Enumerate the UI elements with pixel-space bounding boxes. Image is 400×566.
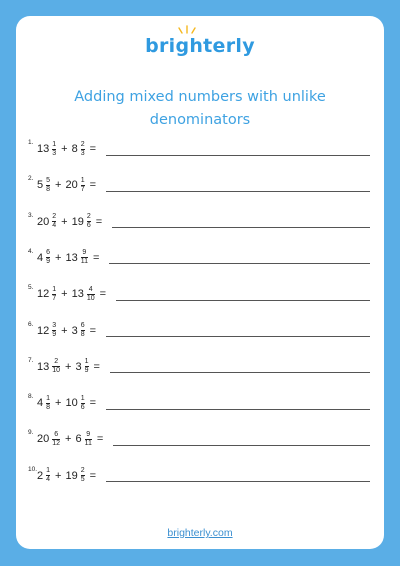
mixed-number bbox=[37, 286, 57, 303]
numerator: 1 bbox=[84, 358, 89, 366]
problem-row bbox=[28, 209, 372, 235]
mixed-number bbox=[37, 431, 61, 448]
whole-part: 12 bbox=[37, 288, 50, 301]
answer-line[interactable] bbox=[113, 433, 370, 446]
fraction bbox=[52, 322, 56, 339]
denominator: 4 bbox=[46, 476, 51, 484]
fraction bbox=[81, 141, 85, 158]
problem-number: 7. bbox=[28, 356, 34, 364]
numerator: 1 bbox=[52, 285, 57, 293]
equals-sign: = bbox=[89, 324, 97, 337]
problem-row bbox=[28, 390, 372, 416]
problem-row bbox=[28, 172, 372, 198]
fraction bbox=[87, 213, 91, 230]
problem-row bbox=[28, 463, 372, 489]
numerator: 1 bbox=[52, 140, 57, 148]
mixed-number bbox=[37, 322, 57, 339]
whole-part: 2 bbox=[37, 469, 44, 482]
problem-row bbox=[28, 426, 372, 452]
problem-row bbox=[28, 136, 372, 162]
denominator: 11 bbox=[84, 439, 92, 447]
numerator: 1 bbox=[80, 394, 85, 402]
equals-sign: = bbox=[96, 433, 104, 446]
whole-part: 12 bbox=[37, 324, 50, 337]
mixed-number bbox=[37, 395, 51, 412]
plus-sign: + bbox=[61, 143, 68, 155]
whole-part: 4 bbox=[37, 251, 44, 264]
whole-part: 8 bbox=[71, 143, 78, 155]
denominator: 10 bbox=[86, 294, 95, 302]
problem-number: 1. bbox=[28, 139, 34, 146]
denominator: 5 bbox=[80, 476, 85, 484]
plus-sign: + bbox=[55, 251, 62, 264]
denominator: 12 bbox=[52, 439, 61, 447]
fraction bbox=[52, 358, 60, 375]
fraction bbox=[87, 286, 95, 303]
answer-line[interactable] bbox=[106, 179, 370, 192]
equals-sign: = bbox=[89, 469, 97, 482]
denominator: 7 bbox=[52, 294, 57, 302]
mixed-number bbox=[72, 286, 96, 303]
fraction bbox=[81, 467, 85, 484]
fraction bbox=[52, 141, 56, 158]
answer-line[interactable] bbox=[106, 469, 370, 482]
plus-sign: + bbox=[61, 324, 68, 337]
sun-icon bbox=[176, 24, 198, 34]
plus-sign: + bbox=[61, 288, 68, 301]
numerator: 5 bbox=[46, 176, 51, 184]
problem-number: 5. bbox=[28, 284, 34, 292]
numerator: 1 bbox=[80, 176, 85, 184]
expression bbox=[37, 322, 100, 339]
numerator: 6 bbox=[54, 430, 59, 438]
plus-sign: + bbox=[55, 397, 62, 410]
denominator: 8 bbox=[46, 403, 51, 411]
problem-row bbox=[28, 245, 372, 271]
whole-part: 20 bbox=[37, 215, 50, 228]
numerator: 2 bbox=[86, 213, 91, 221]
numerator: 9 bbox=[86, 430, 91, 438]
problem-row bbox=[28, 318, 372, 344]
expression bbox=[37, 286, 110, 303]
denominator: 4 bbox=[52, 222, 57, 230]
numerator: 3 bbox=[52, 322, 57, 329]
expression bbox=[37, 177, 100, 194]
equals-sign: = bbox=[99, 288, 107, 301]
fraction bbox=[46, 177, 50, 194]
whole-part: 20 bbox=[37, 433, 50, 446]
denominator: 8 bbox=[80, 331, 85, 338]
problem-number: 9. bbox=[28, 429, 34, 437]
mixed-number bbox=[75, 431, 92, 448]
whole-part: 13 bbox=[71, 288, 84, 301]
fraction bbox=[52, 431, 60, 448]
denominator: 9 bbox=[84, 367, 89, 375]
mixed-number bbox=[37, 249, 51, 266]
answer-line[interactable] bbox=[110, 360, 370, 373]
fraction bbox=[85, 358, 89, 375]
equals-sign: = bbox=[95, 215, 103, 228]
problem-row bbox=[28, 354, 372, 380]
fraction bbox=[85, 431, 92, 448]
brand-logo: brighterly bbox=[145, 35, 255, 57]
worksheet-card bbox=[16, 16, 384, 549]
whole-part: 4 bbox=[37, 397, 44, 410]
whole-part: 13 bbox=[37, 360, 50, 373]
mixed-number bbox=[75, 358, 89, 375]
plus-sign: + bbox=[65, 433, 72, 446]
mixed-number bbox=[37, 177, 51, 194]
denominator: 11 bbox=[80, 258, 88, 266]
mixed-number bbox=[65, 177, 85, 194]
plus-sign: + bbox=[55, 179, 62, 192]
mixed-number bbox=[37, 213, 57, 230]
numerator: 2 bbox=[52, 213, 57, 221]
answer-line[interactable] bbox=[106, 143, 370, 156]
whole-part: 19 bbox=[71, 215, 84, 228]
equals-sign: = bbox=[89, 143, 97, 155]
fraction bbox=[81, 249, 88, 266]
mixed-number bbox=[37, 358, 61, 375]
answer-line[interactable] bbox=[112, 215, 370, 228]
equals-sign: = bbox=[89, 397, 97, 410]
whole-part: 13 bbox=[37, 143, 50, 155]
denominator: 6 bbox=[80, 403, 85, 411]
fraction bbox=[46, 395, 50, 412]
expression bbox=[37, 431, 107, 448]
whole-part: 20 bbox=[65, 179, 78, 192]
plus-sign: + bbox=[55, 469, 62, 482]
equals-sign: = bbox=[93, 360, 100, 373]
numerator: 2 bbox=[80, 140, 85, 148]
expression bbox=[37, 358, 104, 375]
fraction bbox=[46, 249, 50, 266]
mixed-number bbox=[65, 395, 85, 412]
whole-part: 19 bbox=[65, 469, 78, 482]
plus-sign: + bbox=[65, 360, 72, 373]
expression bbox=[37, 213, 106, 230]
problem-number: 3. bbox=[28, 211, 34, 219]
worksheet-title: Adding mixed numbers with unlike denominators bbox=[74, 89, 326, 128]
numerator: 4 bbox=[88, 285, 93, 293]
expression bbox=[37, 395, 100, 412]
numerator: 1 bbox=[46, 467, 51, 475]
denominator: 6 bbox=[86, 222, 91, 230]
answer-line[interactable] bbox=[106, 397, 370, 410]
mixed-number bbox=[72, 141, 86, 158]
mixed-number bbox=[72, 213, 92, 230]
denominator: 3 bbox=[80, 149, 85, 157]
fraction bbox=[81, 395, 85, 412]
problem-number: 2. bbox=[28, 175, 34, 183]
expression bbox=[37, 249, 103, 266]
mixed-number bbox=[37, 467, 51, 484]
answer-line[interactable] bbox=[109, 251, 370, 264]
fraction bbox=[52, 213, 56, 230]
answer-line[interactable] bbox=[106, 324, 370, 337]
numerator: 9 bbox=[82, 249, 87, 257]
numerator: 1 bbox=[46, 394, 51, 402]
numerator: 2 bbox=[54, 358, 59, 366]
problem-row bbox=[28, 281, 372, 307]
whole-part: 3 bbox=[71, 324, 78, 337]
whole-part: 10 bbox=[65, 397, 78, 410]
equals-sign: = bbox=[89, 179, 97, 192]
problem-number: 8. bbox=[28, 393, 34, 401]
answer-line[interactable] bbox=[116, 288, 370, 301]
plus-sign: + bbox=[61, 215, 68, 228]
denominator: 3 bbox=[52, 149, 57, 157]
fraction bbox=[52, 286, 56, 303]
problem-number: 6. bbox=[28, 320, 34, 328]
mixed-number bbox=[72, 322, 86, 339]
whole-part: 3 bbox=[75, 360, 82, 373]
problem-number: 4. bbox=[28, 247, 34, 255]
fraction bbox=[81, 177, 85, 194]
expression bbox=[37, 467, 100, 484]
numerator: 2 bbox=[80, 467, 85, 475]
footer-link[interactable]: brighterly.com bbox=[167, 527, 233, 539]
denominator: 8 bbox=[46, 185, 51, 193]
numerator: 6 bbox=[46, 249, 51, 257]
mixed-number bbox=[65, 249, 89, 266]
expression bbox=[37, 141, 100, 158]
denominator: 7 bbox=[80, 185, 85, 193]
denominator: 9 bbox=[46, 258, 51, 266]
problem-number: 10. bbox=[28, 465, 38, 473]
equals-sign: = bbox=[93, 251, 100, 264]
mixed-number bbox=[37, 141, 57, 158]
fraction bbox=[46, 467, 50, 484]
mixed-number bbox=[65, 467, 85, 484]
whole-part: 6 bbox=[75, 433, 82, 446]
numerator: 6 bbox=[80, 322, 85, 329]
denominator: 10 bbox=[52, 367, 61, 375]
fraction bbox=[81, 322, 85, 339]
whole-part: 13 bbox=[65, 251, 78, 264]
whole-part: 5 bbox=[37, 179, 44, 192]
denominator: 9 bbox=[52, 331, 57, 338]
